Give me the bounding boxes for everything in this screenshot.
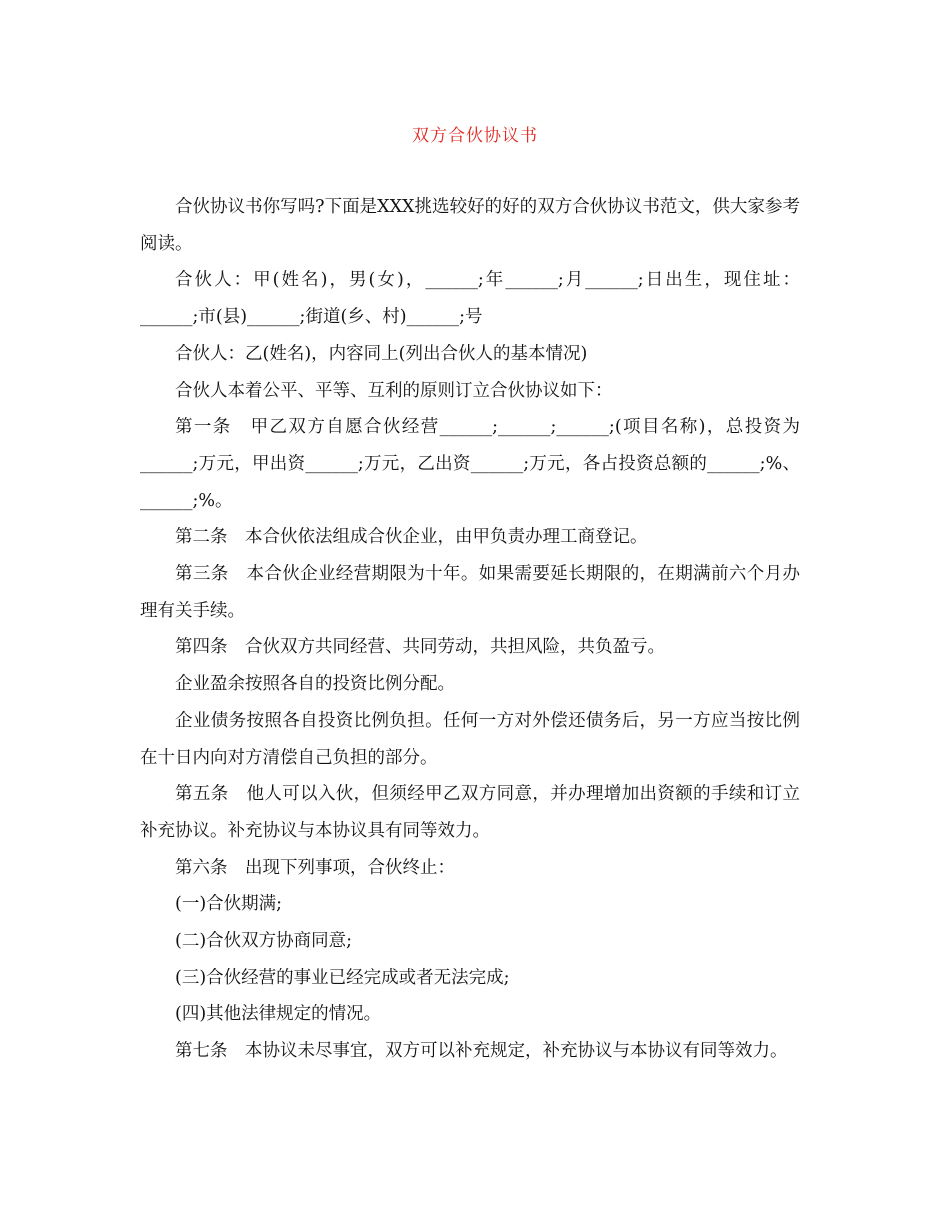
clause-6-item-2: (二)合伙双方协商同意; — [175, 931, 353, 952]
clause-6-item-4: (四)其他法律规定的情况。 — [175, 1004, 382, 1025]
paragraph-partner-a: 合伙人：甲(姓名)，男(女)，______;年______;月______;日出生，现住址：______;市(县)______;街道(乡、村)______;号 — [140, 270, 800, 328]
clause-6: 第六条 出现下列事项，合伙终止： — [175, 857, 455, 878]
clause-7: 第七条 本协议未尽事宜，双方可以补充规定，补充协议与本协议有同等效力。 — [175, 1041, 788, 1062]
document-body — [140, 189, 800, 1070]
clause-5: 第五条 他人可以入伙，但须经甲乙双方同意，并办理增加出资额的手续和订立补充协议。补充协议与本协议具有同等效力。 — [140, 784, 800, 841]
document-title: 双方合伙协议书 — [412, 126, 538, 146]
clause-3: 第三条 本合伙企业经营期限为十年。如果需要延长期限的，在期满前六个月办理有关手续。 — [140, 564, 800, 621]
paragraph-partner-b: 合伙人：乙(姓名)，内容同上(列出合伙人的基本情况) — [175, 343, 588, 364]
clause-6-item-1: (一)合伙期满; — [175, 894, 283, 915]
paragraph-intro: 合伙协议书你写吗?下面是XXX挑选较好的好的双方合伙协议书范文，供大家参考阅读。 — [140, 197, 800, 254]
clause-2: 第二条 本合伙依法组成合伙企业，由甲负责办理工商登记。 — [175, 527, 648, 548]
clause-4: 第四条 合伙双方共同经营、共同劳动，共担风险，共负盈亏。 — [175, 637, 665, 658]
clause-4-surplus: 企业盈余按照各自的投资比例分配。 — [175, 674, 455, 695]
clause-4-debt: 企业债务按照各自投资比例负担。任何一方对外偿还债务后，另一方应当按比例在十日内向对方清偿自己负担的部分。 — [140, 710, 800, 768]
clause-1: 第一条 甲乙双方自愿合伙经营______;______;______;(项目名称)，总投资为______;万元，甲出资______;万元，乙出资______;万元，各占投资总额的______;%、______;%。 — [140, 417, 800, 511]
clause-6-item-3: (三)合伙经营的事业已经完成或者无法完成; — [175, 967, 510, 988]
paragraph-principle: 合伙人本着公平、平等、互利的原则订立合伙协议如下： — [175, 380, 613, 401]
